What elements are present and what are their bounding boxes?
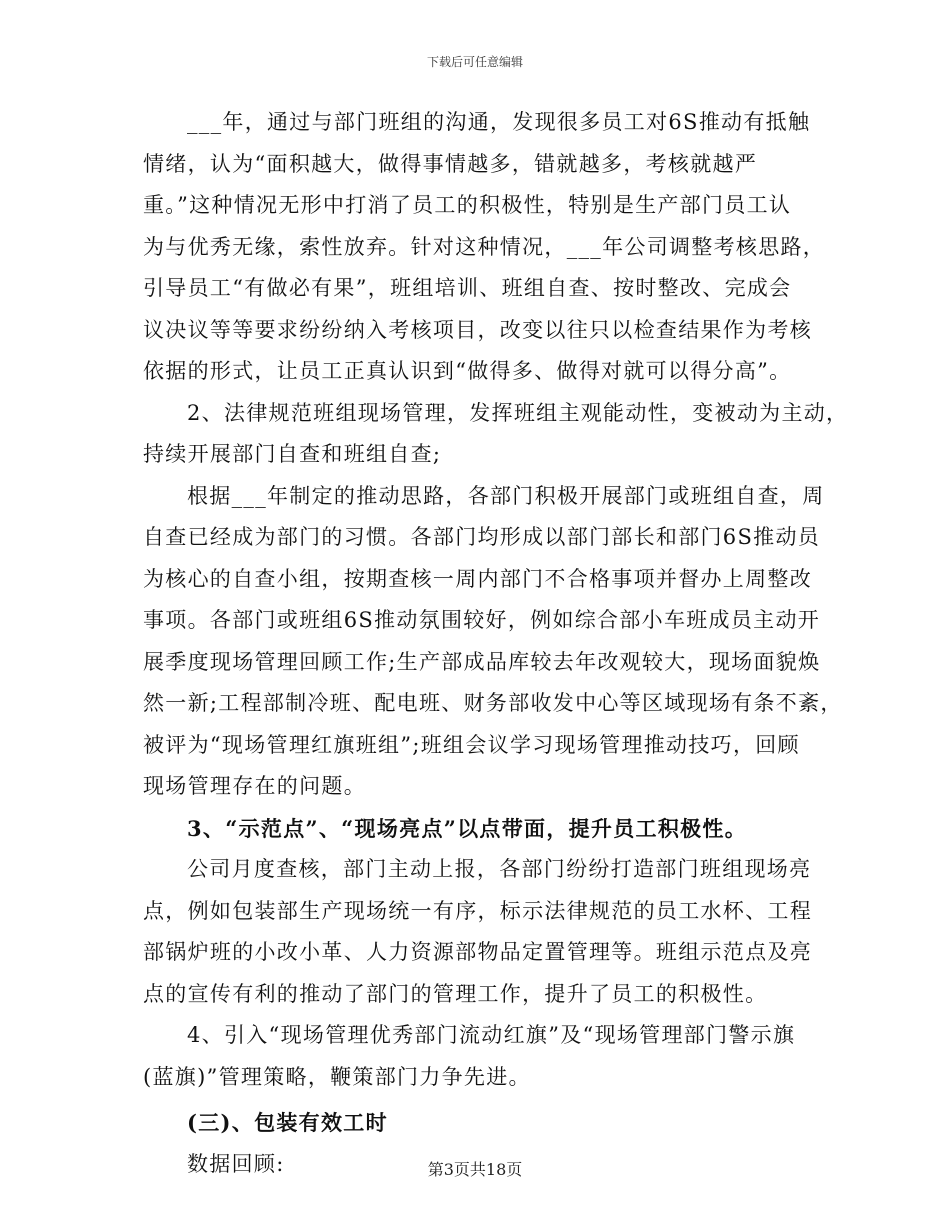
paragraph-line: 部锅炉班的小改小革、人力资源部物品定置管理等。班组示范点及亮 [143,940,812,964]
paragraph-line: 引导员工“有做必有果”，班组培训、班组自查、按时整改、完成会 [143,276,792,300]
paragraph-line: 公司月度查核，部门主动上报，各部门纷纷打造部门班组现场亮 [187,857,812,881]
section-heading: (三)、包装有效工时 [187,1110,388,1135]
paragraph-line: 点的宣传有利的推动了部门的管理工作，提升了员工的积极性。 [143,981,768,1006]
paragraph-line: 根据___年制定的推动思路，各部门积极开展部门或班组自查，周 [187,483,825,508]
paragraph-line: 事项。各部门或班组6S推动氛围较好，例如综合部小车班成员主动开 [143,608,821,632]
paragraph-line: 4、引入“现场管理优秀部门流动红旗”及“现场管理部门警示旗 [187,1023,796,1047]
paragraph-line: 展季度现场管理回顾工作;生产部成品库较去年改观较大，现场面貌焕 [143,649,821,674]
document-body [143,102,849,1185]
paragraph-line: 依据的形式，让员工正真认识到“做得多、做得对就可以得分高”。 [143,359,792,383]
section-heading: 3、“示范点”、“现场亮点”以点带面，提升员工积极性。 [187,815,748,841]
paragraph-line: 然一新;工程部制冷班、配电班、财务部收发中心等区域现场有条不紊， [143,691,843,715]
paragraph-line: 点，例如包装部生产现场统一有序，标示法律规范的员工水杯、工程 [143,898,812,923]
page-footer: 第3页共18页 [427,1160,523,1179]
paragraph-line: 为核心的自查小组，按期查核一周内部门不合格事项并督办上周整改 [143,566,812,591]
page-header: 下载后可任意编辑 [426,55,523,69]
paragraph-line: 数据回顾: [187,1151,285,1176]
paragraph-line: 2、法律规范班组现场管理，发挥班组主观能动性，变被动为主动， [187,400,849,425]
paragraph-line: ___年，通过与部门班组的沟通，发现很多员工对6S推动有抵触 [187,110,811,134]
paragraph-line: 重。”这种情况无形中打消了员工的积极性，特别是生产部门员工认 [143,193,792,217]
paragraph-line: (蓝旗)”管理策略，鞭策部门力争先进。 [143,1064,531,1089]
paragraph-line: 现场管理存在的问题。 [143,774,366,798]
paragraph-line: 情绪，认为“面积越大，做得事情越多，错就越多，考核就越严 [143,151,758,176]
paragraph-line: 为与优秀无缘，索性放弃。针对这种情况，___年公司调整考核思路， [143,234,826,259]
paragraph-line: 议决议等等要求纷纷纳入考核项目，改变以往只以检查结果作为考核 [143,317,812,342]
paragraph-line: 被评为“现场管理红旗班组”;班组会议学习现场管理推动技巧，回顾 [143,732,800,757]
paragraph-line: 自查已经成为部门的习惯。各部门均形成以部门部长和部门6S推动员 [143,525,821,549]
paragraph-line: 持续开展部门自查和班组自查; [143,442,442,466]
